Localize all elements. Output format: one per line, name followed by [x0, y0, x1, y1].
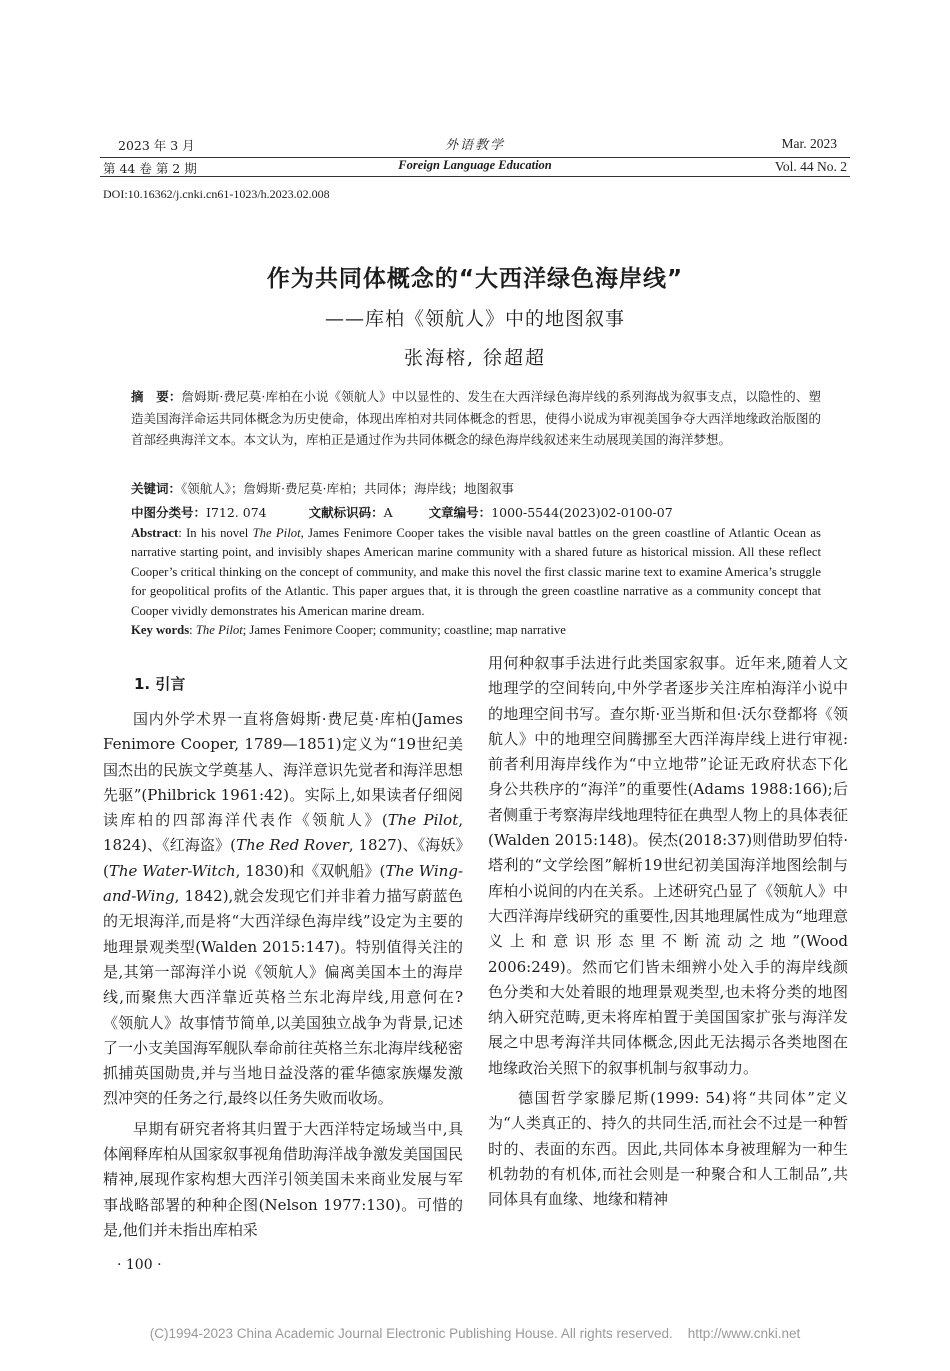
abstract-en-label: Abstract — [131, 526, 179, 540]
title-the-red-rover: The Red Rover — [236, 836, 349, 855]
keywords-en — [131, 621, 821, 640]
left-para-1-a: 国内外学术界一直将詹姆斯·费尼莫·库柏(James Fenimore Cooper, 1789—1851)定义为“19世纪美国杰出的民族文学奠基人、海洋意识先觉者和海洋思想先驱”(Philbrick 1961:42)。实际上,如果读者仔细阅读库柏的四部海洋代表作《领航人》( — [103, 710, 464, 830]
title-the-water-witch: The Water-Witch — [108, 861, 236, 880]
keywords-en-sep: : — [189, 623, 196, 637]
abstract-en — [131, 524, 821, 621]
copyright-footer: (C)1994-2023 China Academic Journal Electronic Publishing House. All rights reserved. http://www.cnki.net — [149, 1326, 801, 1341]
abstract-en-part2: , James Fenimore Cooper takes the visible naval battles on the green coastline of Atlantic Ocean as narrative starting point, and invisibly shapes American marine community with a shared future as historical mission. All these reflect Cooper’s critical thinking on the concept of community, and make this novel the first classic marine text to examine America’s struggle for geopolitical profits of the Atlantic. This paper argues that, it is through the green coastline narrative as a community concept that Cooper vividly demonstrates his American marine dream. — [131, 526, 821, 618]
keywords-en-rest: ; James Fenimore Cooper; community; coastline; map narrative — [242, 623, 566, 637]
article-number-label: 文章编号： — [428, 505, 492, 520]
left-para-1-b: , 1824)、《红海盗》( — [103, 811, 464, 855]
article-subtitle: ——库柏《领航人》中的地图叙事 — [324, 308, 625, 330]
journal-name-cn: 外语教学 — [444, 138, 505, 153]
right-column — [488, 651, 848, 1213]
journal-name-en: Foreign Language Education — [398, 158, 552, 172]
doc-code-value: A — [383, 505, 393, 520]
keywords-cn — [131, 479, 821, 497]
clc-value: I712. 074 — [206, 505, 267, 520]
header-date-en: Mar. 2023 — [781, 136, 837, 151]
classification-line — [131, 503, 821, 521]
header-rule-bottom — [100, 176, 850, 177]
keywords-en-label: Key words — [131, 623, 190, 637]
page-number: · 100 · — [117, 1257, 162, 1273]
right-para-2: 德国哲学家滕尼斯(1999: 54)将“共同体”定义为“人类真正的、持久的共同生活,而社会不过是一种暂时的、表面的东西。因此,共同体本身被理解为一种生机勃勃的有机体,而社会则是一种聚合和人工制品”,共同体具有血缘、地缘和精神 — [488, 1089, 848, 1209]
keywords-cn-text: 《领航人》；詹姆斯·费尼莫·库柏；共同体；海岸线；地图叙事 — [181, 481, 514, 496]
abstract-cn-label: 摘 要： — [131, 389, 182, 404]
abstract-cn — [131, 386, 821, 451]
left-column — [103, 707, 463, 1243]
authors: 张海榕, 徐超超 — [403, 347, 547, 369]
keywords-cn-label: 关键词： — [131, 481, 182, 496]
left-para-2: 早期有研究者将其归置于大西洋特定场域当中,具体阐释库柏从国家叙事视角借助海洋战争激发美国国民精神,展现作家构想大西洋引领美国未来商业发展与军事战略部署的种种企图(Nelson 1977:130)。可惜的是,他们并未指出库柏采 — [103, 1119, 464, 1239]
header-volume-cn: 第 44 卷 第 2 期 — [103, 161, 197, 176]
doc-code-label: 文献标识码： — [308, 505, 384, 520]
article-number-value: 1000-5544(2023)02-0100-07 — [491, 505, 673, 520]
title-the-pilot: The Pilot — [387, 811, 459, 830]
left-para-1 — [103, 707, 463, 1112]
right-para-1: 用何种叙事手法进行此类国家叙事。近年来,随着人文地理学的空间转向,中外学者逐步关注库柏海洋小说中的地理空间书写。查尔斯·亚当斯和但·沃尔登都将《领航人》中的地理空间腾挪至大西洋海岸线上进行审视:前者利用海岸线作为“中立地带”论证无政府状态下化身公共秩序的“海洋”的重要性(Adams 1988:166);后者侧重于考察海岸线地理特征在典型人物上的具体表征(Walden 2015:148)。侯杰(2018:37)则借助罗伯特·塔利的“文学绘图”解析19世纪初美国海洋地图绘制与库柏小说间的内在关系。上述研究凸显了《领航人》中大西洋海岸线研究的重要性,因其地理属性成为“地理意义上和意识形态里不断流动之地”(Wood 2006:249)。然而它们皆未细辨小处入手的海岸线颜色分类和大处着眼的地理景观类型,也未将分类的地图纳入研究范畴,更未将库柏置于美国国家扩张与海洋发展之中思考海洋共同体概念,因此无法揭示各类地图在地缘政治关照下的叙事机制与叙事动力。 — [488, 654, 849, 1077]
doi: DOI:10.16362/j.cnki.cn61-1023/h.2023.02.008 — [103, 187, 330, 201]
section-heading-intro: 1. 引言 — [134, 675, 186, 693]
clc-label: 中图分类号： — [131, 505, 207, 520]
title-the-wing-and-wing: The Wing-and-Wing — [103, 861, 464, 906]
keywords-en-title: The Pilot — [195, 623, 243, 637]
abstract-en-part1: In his novel — [186, 526, 253, 540]
header-rule-top — [100, 157, 850, 158]
article-title: 作为共同体概念的“大西洋绿色海岸线” — [266, 266, 684, 292]
header-date-cn: 2023 年 3 月 — [118, 138, 195, 153]
header-volume-en: Vol. 44 No. 2 — [774, 159, 847, 174]
abstract-en-sep: : — [178, 526, 187, 540]
left-para-1-e: , 1842),就会发现它们并非着力描写蔚蓝色的无垠海洋,而是将“大西洋绿色海岸线”设定为主要的地理景观类型(Walden 2015:147)。特别值得关注的是,其第一部海洋小说《领航人》偏离美国本土的海岸线,而聚焦大西洋靠近英格兰东北海岸线,用意何在?《领航人》故事情节简单,以美国独立战争为背景,记述了一小支美国海军舰队奉命前往英格兰东北海岸线秘密抓捕英国勋贵,并与当地日益没落的霍华德家族爆发激烈冲突的任务之行,最终以任务失败而收场。 — [103, 887, 464, 1108]
left-para-1-c: , 1827)、《海妖》( — [103, 836, 463, 880]
abstract-cn-text: 詹姆斯·费尼莫·库柏在小说《领航人》中以显性的、发生在大西洋绿色海岸线的系列海战为叙事支点，以隐性的、塑造美国海洋命运共同体概念为历史使命，体现出库柏对共同体概念的哲思，使得小说成为审视美国争夺大西洋地缘政治版图的首部经典海洋文本。本文认为，库柏正是通过作为共同体概念的绿色海岸线叙述来生动展现美国的海洋梦想。 — [131, 389, 821, 447]
abstract-en-book-title: The Pilot — [252, 526, 301, 540]
left-para-1-d: , 1830)和《双帆船》( — [235, 861, 386, 880]
